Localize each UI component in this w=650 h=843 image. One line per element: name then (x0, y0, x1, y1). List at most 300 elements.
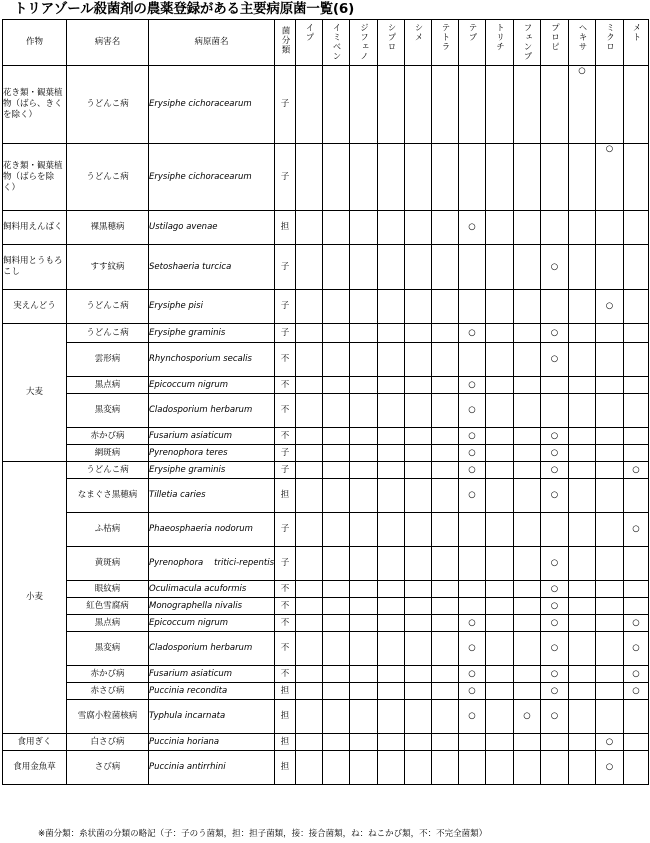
registration-mark-cell: ○ (624, 513, 649, 547)
pathogen-cell: Phaeosphaeria nodorum (149, 513, 275, 547)
class-cell: 担 (275, 211, 296, 245)
registration-mark-cell (405, 66, 432, 144)
registration-mark-cell (541, 734, 569, 751)
registration-mark-cell (624, 343, 649, 377)
registration-mark-cell (405, 598, 432, 615)
header-chem-5: テトラ (432, 20, 459, 66)
crop-cell: 小麦 (3, 462, 67, 734)
registration-mark-cell (405, 462, 432, 479)
crop-cell: 花き類・観葉植物（ばら、きくを除く） (3, 66, 67, 144)
registration-mark-cell (486, 581, 514, 598)
registration-mark-cell: ○ (459, 632, 486, 666)
registration-mark-cell (514, 581, 541, 598)
registration-mark-cell (624, 445, 649, 462)
class-cell: 子 (275, 66, 296, 144)
registration-mark-cell (323, 343, 350, 377)
registration-mark-cell (514, 547, 541, 581)
registration-mark-cell (459, 751, 486, 785)
registration-mark-cell (514, 615, 541, 632)
pathogen-cell: Cladosporium herbarum (149, 632, 275, 666)
registration-mark-cell (569, 445, 596, 462)
registration-mark-cell (459, 547, 486, 581)
registration-mark-cell (486, 428, 514, 445)
registration-mark-cell (541, 394, 569, 428)
registration-mark-cell: ○ (459, 377, 486, 394)
registration-mark-cell: ○ (541, 598, 569, 615)
disease-cell: うどんこ病 (67, 144, 149, 211)
registration-mark-cell (432, 377, 459, 394)
registration-mark-cell (378, 462, 405, 479)
registration-mark-cell (514, 144, 541, 211)
crop-cell: 食用金魚草 (3, 751, 67, 785)
registration-mark-cell (569, 428, 596, 445)
class-cell: 不 (275, 598, 296, 615)
registration-mark-cell (624, 66, 649, 144)
registration-mark-cell: ○ (541, 428, 569, 445)
registration-mark-cell (296, 734, 323, 751)
registration-mark-cell (350, 324, 378, 343)
registration-mark-cell (323, 428, 350, 445)
table-row (3, 513, 649, 547)
registration-mark-cell (350, 700, 378, 734)
registration-mark-cell (514, 513, 541, 547)
registration-mark-cell (514, 324, 541, 343)
registration-mark-cell (486, 751, 514, 785)
header-chem-2: ジフェノ (350, 20, 378, 66)
registration-mark-cell: ○ (596, 751, 624, 785)
registration-mark-cell: ○ (569, 66, 596, 144)
registration-mark-cell (432, 394, 459, 428)
registration-mark-cell (378, 211, 405, 245)
registration-mark-cell: ○ (624, 666, 649, 683)
registration-mark-cell (486, 394, 514, 428)
registration-mark-cell (486, 479, 514, 513)
registration-mark-cell (596, 245, 624, 290)
registration-mark-cell (596, 615, 624, 632)
registration-mark-cell (486, 445, 514, 462)
disease-cell: なまぐさ黒穂病 (67, 479, 149, 513)
registration-mark-cell (296, 513, 323, 547)
table-row (3, 462, 649, 479)
registration-mark-cell (378, 394, 405, 428)
pathogen-cell: Fusarium asiaticum (149, 428, 275, 445)
registration-mark-cell (432, 445, 459, 462)
registration-mark-cell (378, 445, 405, 462)
disease-cell: 黒変病 (67, 394, 149, 428)
registration-mark-cell (350, 734, 378, 751)
class-cell: 不 (275, 666, 296, 683)
registration-mark-cell (405, 581, 432, 598)
pathogen-cell: Erysiphe cichoracearum (149, 66, 275, 144)
header-chem-0: イプ (296, 20, 323, 66)
table-row (3, 751, 649, 785)
registration-mark-cell (569, 144, 596, 211)
pathogen-cell: Puccinia antirrhini (149, 751, 275, 785)
table-row (3, 428, 649, 445)
disease-cell: うどんこ病 (67, 66, 149, 144)
registration-mark-cell (486, 615, 514, 632)
registration-mark-cell: ○ (624, 462, 649, 479)
registration-mark-cell: ○ (459, 479, 486, 513)
disease-cell: 黒変病 (67, 632, 149, 666)
registration-mark-cell (624, 324, 649, 343)
registration-mark-cell (350, 394, 378, 428)
registration-mark-cell (486, 700, 514, 734)
registration-mark-cell (514, 445, 541, 462)
registration-mark-cell (296, 581, 323, 598)
registration-mark-cell: ○ (459, 615, 486, 632)
registration-mark-cell (514, 377, 541, 394)
registration-mark-cell (323, 66, 350, 144)
registration-mark-cell (541, 290, 569, 324)
registration-mark-cell (323, 581, 350, 598)
class-cell: 不 (275, 615, 296, 632)
registration-mark-cell (323, 394, 350, 428)
registration-mark-cell: ○ (596, 290, 624, 324)
registration-mark-cell (405, 324, 432, 343)
registration-mark-cell (569, 581, 596, 598)
table-row (3, 290, 649, 324)
header-chem-6: テブ (459, 20, 486, 66)
pathogen-cell: Epicoccum nigrum (149, 377, 275, 394)
registration-mark-cell (432, 245, 459, 290)
registration-mark-cell: ○ (541, 683, 569, 700)
registration-mark-cell (378, 324, 405, 343)
registration-mark-cell (596, 632, 624, 666)
registration-mark-cell (596, 343, 624, 377)
registration-mark-cell (486, 324, 514, 343)
registration-mark-cell (569, 598, 596, 615)
crop-cell: 飼料用えんばく (3, 211, 67, 245)
table-row (3, 547, 649, 581)
pathogen-cell: Puccinia recondita (149, 683, 275, 700)
registration-mark-cell (405, 211, 432, 245)
pathogen-cell: Fusarium asiaticum (149, 666, 275, 683)
registration-mark-cell (459, 581, 486, 598)
disease-cell: 赤かび病 (67, 666, 149, 683)
class-cell: 子 (275, 547, 296, 581)
header-chem-4: シメ (405, 20, 432, 66)
registration-mark-cell (405, 700, 432, 734)
registration-mark-cell (378, 632, 405, 666)
registration-mark-cell (459, 343, 486, 377)
pathogen-cell: Pyrenophora teres (149, 445, 275, 462)
registration-mark-cell (296, 666, 323, 683)
disease-cell: 眼紋病 (67, 581, 149, 598)
registration-mark-cell (350, 547, 378, 581)
registration-mark-cell (486, 343, 514, 377)
registration-mark-cell (459, 144, 486, 211)
table-row (3, 666, 649, 683)
registration-mark-cell (432, 144, 459, 211)
registration-mark-cell (624, 598, 649, 615)
disease-cell: さび病 (67, 751, 149, 785)
registration-mark-cell: ○ (541, 666, 569, 683)
registration-mark-cell (350, 377, 378, 394)
registration-mark-cell (350, 211, 378, 245)
registration-mark-cell (596, 479, 624, 513)
table-row (3, 394, 649, 428)
registration-mark-cell (432, 343, 459, 377)
registration-mark-cell: ○ (541, 343, 569, 377)
registration-mark-cell (378, 66, 405, 144)
registration-mark-cell: ○ (459, 394, 486, 428)
registration-mark-cell (432, 683, 459, 700)
registration-mark-cell: ○ (459, 700, 486, 734)
registration-mark-cell (596, 462, 624, 479)
registration-mark-cell (486, 462, 514, 479)
class-cell: 不 (275, 581, 296, 598)
registration-mark-cell (432, 666, 459, 683)
registration-mark-cell: ○ (459, 462, 486, 479)
table-row (3, 245, 649, 290)
registration-mark-cell (569, 666, 596, 683)
registration-mark-cell (378, 581, 405, 598)
registration-mark-cell (596, 683, 624, 700)
registration-mark-cell: ○ (459, 666, 486, 683)
registration-mark-cell (569, 343, 596, 377)
header-chem-9: プロピ (541, 20, 569, 66)
registration-mark-cell (323, 245, 350, 290)
table-row (3, 479, 649, 513)
class-cell: 不 (275, 377, 296, 394)
registration-mark-cell (323, 513, 350, 547)
registration-mark-cell (486, 66, 514, 144)
registration-mark-cell (486, 683, 514, 700)
registration-mark-cell (323, 683, 350, 700)
registration-mark-cell (378, 598, 405, 615)
pathogen-cell: Epicoccum nigrum (149, 615, 275, 632)
table-row (3, 66, 649, 144)
registration-mark-cell (323, 479, 350, 513)
registration-mark-cell (405, 377, 432, 394)
registration-mark-cell (296, 700, 323, 734)
registration-mark-cell (296, 632, 323, 666)
registration-mark-cell (459, 245, 486, 290)
registration-mark-cell (378, 377, 405, 394)
class-cell: 担 (275, 683, 296, 700)
registration-mark-cell: ○ (596, 144, 624, 211)
registration-mark-cell (378, 666, 405, 683)
registration-mark-cell (569, 324, 596, 343)
table-row (3, 144, 649, 211)
crop-cell: 食用ぎく (3, 734, 67, 751)
registration-mark-cell (596, 598, 624, 615)
registration-mark-cell (405, 343, 432, 377)
registration-mark-cell (405, 428, 432, 445)
class-cell: 子 (275, 290, 296, 324)
class-cell: 担 (275, 700, 296, 734)
table-row (3, 632, 649, 666)
header-class: 菌分類 (275, 20, 296, 66)
registration-mark-cell (486, 632, 514, 666)
registration-mark-cell (624, 245, 649, 290)
registration-mark-cell (432, 324, 459, 343)
registration-mark-cell (569, 734, 596, 751)
registration-mark-cell (486, 513, 514, 547)
registration-mark-cell (432, 462, 459, 479)
registration-mark-cell (405, 245, 432, 290)
disease-cell: 黒点病 (67, 377, 149, 394)
registration-mark-cell (378, 700, 405, 734)
pathogen-cell: Setoshaeria turcica (149, 245, 275, 290)
registration-mark-cell (432, 66, 459, 144)
registration-mark-cell (432, 751, 459, 785)
class-cell: 子 (275, 144, 296, 211)
registration-mark-cell (514, 343, 541, 377)
pathogen-cell: Typhula incarnata (149, 700, 275, 734)
registration-mark-cell (350, 683, 378, 700)
registration-mark-cell (624, 428, 649, 445)
class-cell: 子 (275, 324, 296, 343)
registration-mark-cell (296, 394, 323, 428)
registration-mark-cell (569, 290, 596, 324)
table-row (3, 324, 649, 343)
registration-mark-cell (459, 598, 486, 615)
table-row (3, 734, 649, 751)
table-row (3, 598, 649, 615)
pathogen-cell: Rhynchosporium secalis (149, 343, 275, 377)
registration-mark-cell: ○ (541, 581, 569, 598)
registration-mark-cell (569, 683, 596, 700)
header-disease: 病害名 (67, 20, 149, 66)
registration-mark-cell (569, 751, 596, 785)
table-row (3, 445, 649, 462)
registration-mark-cell (350, 428, 378, 445)
registration-mark-cell: ○ (541, 700, 569, 734)
pathogen-cell: Pyrenophora tritici-repentis (149, 547, 275, 581)
class-cell: 不 (275, 394, 296, 428)
registration-mark-cell (350, 462, 378, 479)
registration-mark-cell (350, 632, 378, 666)
class-cell: 担 (275, 751, 296, 785)
registration-mark-cell (432, 290, 459, 324)
registration-mark-cell (624, 144, 649, 211)
registration-mark-cell (296, 479, 323, 513)
registration-mark-cell (514, 290, 541, 324)
registration-mark-cell (350, 66, 378, 144)
registration-mark-cell: ○ (541, 479, 569, 513)
registration-mark-cell: ○ (624, 683, 649, 700)
registration-mark-cell (569, 479, 596, 513)
pathogen-cell: Erysiphe graminis (149, 462, 275, 479)
registration-mark-cell (486, 245, 514, 290)
registration-mark-cell (323, 598, 350, 615)
class-cell: 不 (275, 343, 296, 377)
registration-mark-cell (378, 479, 405, 513)
registration-mark-cell (596, 666, 624, 683)
registration-mark-cell (459, 513, 486, 547)
registration-mark-cell (296, 324, 323, 343)
pathogen-cell: Erysiphe graminis (149, 324, 275, 343)
registration-mark-cell (296, 144, 323, 211)
registration-mark-cell (624, 211, 649, 245)
registration-mark-cell (432, 632, 459, 666)
registration-mark-cell (596, 513, 624, 547)
registration-mark-cell (323, 144, 350, 211)
page-title: トリアゾール殺菌剤の農薬登録がある主要病原菌一覧(6) (14, 1, 355, 17)
table-row (3, 377, 649, 394)
registration-mark-cell (405, 683, 432, 700)
registration-mark-cell (405, 751, 432, 785)
disease-cell: 白さび病 (67, 734, 149, 751)
crop-cell: 飼料用とうもろこし (3, 245, 67, 290)
registration-mark-cell (432, 428, 459, 445)
registration-mark-cell (350, 751, 378, 785)
registration-mark-cell (459, 66, 486, 144)
registration-mark-cell (296, 377, 323, 394)
registration-mark-cell (378, 245, 405, 290)
class-cell: 子 (275, 245, 296, 290)
registration-mark-cell (405, 144, 432, 211)
registration-mark-cell: ○ (541, 547, 569, 581)
registration-mark-cell (514, 598, 541, 615)
registration-mark-cell (323, 547, 350, 581)
registration-mark-cell (569, 547, 596, 581)
disease-cell: うどんこ病 (67, 324, 149, 343)
registration-mark-cell (541, 144, 569, 211)
registration-mark-cell (459, 290, 486, 324)
registration-mark-cell (323, 445, 350, 462)
registration-mark-cell (541, 66, 569, 144)
registration-mark-cell (432, 581, 459, 598)
registration-mark-cell: ○ (541, 445, 569, 462)
registration-mark-cell (596, 581, 624, 598)
registration-mark-cell (296, 290, 323, 324)
registration-mark-cell (459, 734, 486, 751)
registration-mark-cell (486, 211, 514, 245)
registration-mark-cell (486, 598, 514, 615)
registration-mark-cell: ○ (596, 734, 624, 751)
registration-mark-cell (378, 513, 405, 547)
registration-mark-cell (486, 144, 514, 211)
registration-mark-cell (350, 144, 378, 211)
registration-mark-cell (350, 581, 378, 598)
class-cell: 不 (275, 428, 296, 445)
registration-mark-cell (569, 211, 596, 245)
registration-mark-cell (378, 683, 405, 700)
registration-mark-cell (405, 734, 432, 751)
registration-mark-cell (405, 615, 432, 632)
class-cell: 不 (275, 632, 296, 666)
registration-mark-cell: ○ (541, 245, 569, 290)
registration-mark-cell (323, 377, 350, 394)
pathogen-cell: Puccinia horiana (149, 734, 275, 751)
registration-mark-cell (569, 615, 596, 632)
registration-mark-cell (624, 290, 649, 324)
class-cell: 子 (275, 462, 296, 479)
registration-mark-cell (296, 445, 323, 462)
class-cell: 子 (275, 513, 296, 547)
registration-mark-cell: ○ (541, 632, 569, 666)
registration-mark-cell (569, 632, 596, 666)
disease-cell: 赤かび病 (67, 428, 149, 445)
registration-mark-cell (514, 462, 541, 479)
registration-mark-cell (596, 66, 624, 144)
registration-mark-cell (323, 211, 350, 245)
registration-mark-cell: ○ (624, 632, 649, 666)
header-chem-8: フェンブ (514, 20, 541, 66)
registration-mark-cell (596, 377, 624, 394)
pathogen-cell: Ustilago avenae (149, 211, 275, 245)
registration-mark-cell (405, 479, 432, 513)
registration-mark-cell (624, 479, 649, 513)
crop-cell: 花き類・観葉植物（ばらを除く） (3, 144, 67, 211)
registration-mark-cell (323, 290, 350, 324)
registration-mark-cell (596, 394, 624, 428)
registration-mark-cell (296, 615, 323, 632)
registration-mark-cell: ○ (541, 462, 569, 479)
